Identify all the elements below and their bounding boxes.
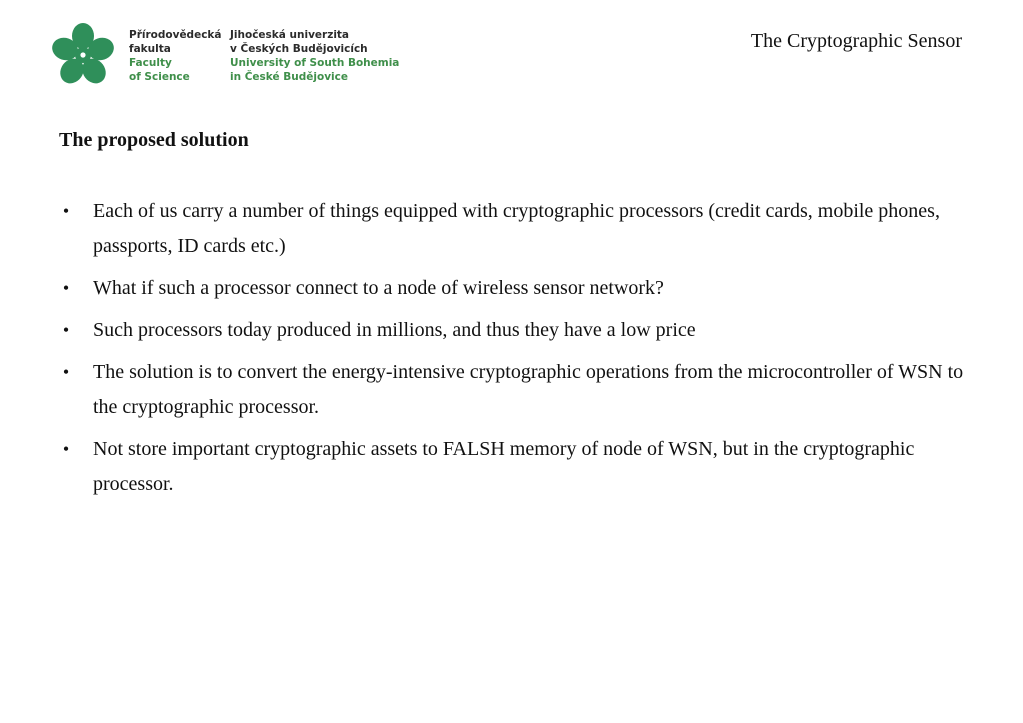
bullet-item	[59, 313, 969, 348]
bullet-icon: •	[62, 201, 70, 221]
faculty-name-cz-line1: Přírodovědecká	[129, 29, 222, 41]
faculty-name	[129, 28, 222, 84]
bullet-item	[59, 271, 969, 306]
bullet-item	[59, 194, 969, 264]
linden-leaf-logo-icon	[50, 22, 116, 88]
presentation-title: The Cryptographic Sensor	[750, 30, 962, 52]
bullet-list	[59, 194, 969, 509]
slide-title: The proposed solution	[59, 129, 249, 151]
university-name-en-line2: in České Budějovice	[230, 71, 349, 83]
bullet-icon: •	[62, 278, 70, 298]
bullet-text: Not store important cryptographic assets to FALSH memory of node of WSN, but in the cryptographic processor.	[93, 438, 915, 495]
faculty-name-en-line1: Faculty	[129, 57, 172, 69]
university-name-en-line1: University of South Bohemia	[230, 57, 400, 69]
bullet-icon: •	[62, 439, 70, 459]
bullet-item	[59, 355, 969, 425]
bullet-icon: •	[62, 362, 70, 382]
bullet-text: What if such a processor connect to a node of wireless sensor network?	[93, 277, 664, 299]
university-name-cz-line2: v Českých Budějovicích	[230, 43, 368, 55]
university-name	[230, 28, 399, 84]
university-logo	[50, 22, 400, 92]
bullet-text: The solution is to convert the energy-intensive cryptographic operations from the microcontroller of WSN to the cryptographic processor.	[93, 361, 964, 418]
faculty-name-en-line2: of Science	[129, 71, 190, 83]
faculty-name-cz-line2: fakulta	[129, 43, 171, 55]
bullet-text: Each of us carry a number of things equipped with cryptographic processors (credit cards, mobile phones, passports, ID cards etc.)	[93, 200, 940, 257]
university-name-cz-line1: Jihočeská univerzita	[230, 29, 350, 41]
bullet-icon: •	[62, 320, 70, 340]
bullet-item	[59, 432, 969, 502]
bullet-text: Such processors today produced in millions, and thus they have a low price	[93, 319, 696, 341]
